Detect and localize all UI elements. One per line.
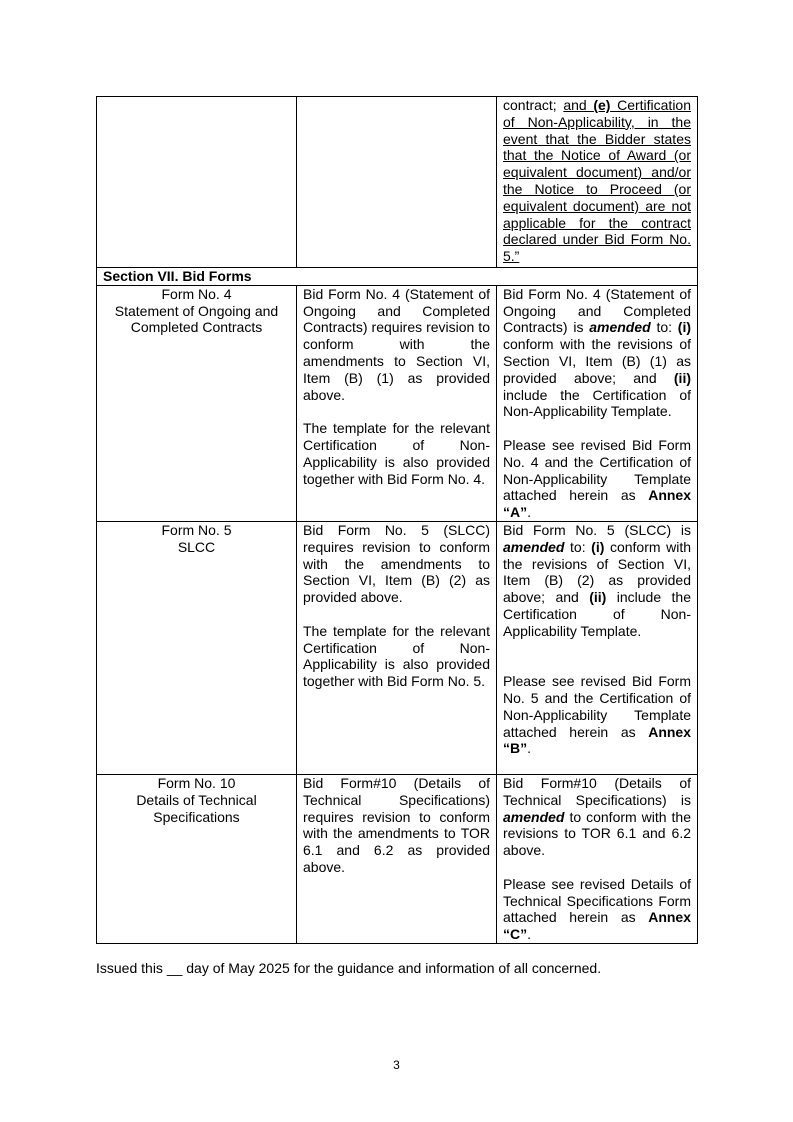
text-segment: to: [650, 319, 678, 336]
annex-reference: Annex “A” [503, 487, 691, 521]
cell-observation [297, 774, 497, 943]
text-segment: to conform with the revisions to TOR 6.1 and 6.2 above. [503, 808, 691, 859]
section-header-row [97, 268, 698, 286]
cell-observation [297, 521, 497, 774]
text-segment: Bid Form No. 4 (Statement of Ongoing and Completed Contracts) is [503, 285, 691, 336]
paragraph [503, 437, 691, 521]
amended-emphasis: amended [589, 319, 651, 336]
page-number: 3 [393, 1058, 400, 1072]
text-segment: . [527, 504, 532, 521]
cell-amendment [497, 521, 698, 774]
text-segment-bold: (e) [593, 97, 611, 113]
item-marker: (ii) [673, 369, 691, 386]
amended-emphasis: amended [503, 808, 565, 825]
text-segment-underlined: and [563, 97, 594, 113]
text-segment: Bid Form#10 (Details of Technical Specifications) is [503, 774, 691, 808]
text-segment: contract; [503, 97, 564, 113]
amendment-table [96, 96, 698, 944]
form-number: Form No. 10 [157, 774, 236, 791]
form-title: Statement of Ongoing and Completed Contracts [114, 302, 279, 336]
item-marker: (i) [591, 538, 605, 555]
table-row-continuation [97, 97, 698, 268]
cell-form-name [97, 774, 297, 943]
text-segment: Please see revised Bid Form No. 4 and the Certification of Non-Applicability Template attached herein as [503, 436, 691, 504]
paragraph: Bid Form#10 (Details of Technical Specifications) requires revision to conform with the amendments to TOR 6.1 and 6.2 as provided above. [303, 774, 490, 875]
form-number: Form No. 5 [161, 521, 232, 538]
paragraph: The template for the relevant Certification of Non-Applicability is also provided together with Bid Form No. 4. [303, 420, 490, 487]
text-segment: conform with the revisions of Section VI, Item (B) (2) as provided above; and [503, 538, 691, 606]
text-segment: . [527, 926, 532, 943]
table-row-form10 [97, 774, 698, 943]
text-segment: to: [564, 538, 592, 555]
text-segment: include the Certification of Non-Applicability Template. [503, 589, 692, 639]
paragraph [503, 522, 691, 640]
paragraph: The template for the relevant Certification of Non-Applicability is also provided together with Bid Form No. 5. [303, 622, 490, 690]
paragraph: Bid Form No. 5 (SLCC) requires revision to conform with the amendments to Section VI, Item (B) (2) as provided above. [303, 521, 490, 606]
paragraph: Bid Form No. 4 (Statement of Ongoing and Completed Contracts) requires revision to conform with the amendments to Section VI, Item (B) (1) as provided above. [303, 285, 490, 403]
table-row-form4 [97, 285, 698, 521]
cell-form-name [97, 285, 297, 521]
section-header: Section VII. Bid Forms [97, 268, 698, 286]
paragraph [503, 876, 691, 943]
item-marker: (ii) [589, 589, 607, 606]
issued-statement: Issued this __ day of May 2025 for the guidance and information of all concerned. [96, 960, 602, 976]
text-segment: Please see revised Bid Form No. 5 and the Certification of Non-Applicability Template attached herein as [503, 673, 691, 740]
cell-amendment [497, 285, 698, 521]
cell-amendment [497, 774, 698, 943]
cell-empty-2 [297, 97, 497, 268]
paragraph [503, 775, 691, 859]
form-title: SLCC [177, 538, 216, 555]
annex-reference: Annex “C” [503, 909, 691, 943]
paragraph [503, 286, 691, 420]
text-segment: conform with the revisions of Section VI, Item (B) (1) as provided above; and [503, 336, 691, 386]
table-row-form5 [97, 521, 698, 774]
text-segment: include the Certification of Non-Applicability Template. [503, 386, 691, 420]
text-segment: . [527, 740, 532, 757]
annex-reference: Annex “B” [503, 723, 691, 757]
cell-observation [297, 285, 497, 521]
cell-empty-1 [97, 97, 297, 268]
item-marker: (i) [677, 319, 691, 336]
paragraph [503, 673, 691, 757]
text-segment: Please see revised Details of Technical Specifications Form attached herein as [503, 875, 691, 926]
form-number: Form No. 4 [161, 285, 232, 302]
cell-form-name [97, 521, 297, 774]
text-segment-underlined: Certification of Non-Applicability, in the event that the Bidder states that the Notice of Award (or equivalent document) and/or the Notice to Proceed (or equivalent document) are not applicable for the contract declared under Bid Form No. 5.” [503, 97, 691, 265]
form-title: Details of Technical Specifications [136, 791, 257, 825]
text-segment: Bid Form No. 5 (SLCC) is [503, 521, 691, 538]
amended-emphasis: amended [503, 538, 565, 555]
cell-continuation-amendment [497, 97, 698, 268]
